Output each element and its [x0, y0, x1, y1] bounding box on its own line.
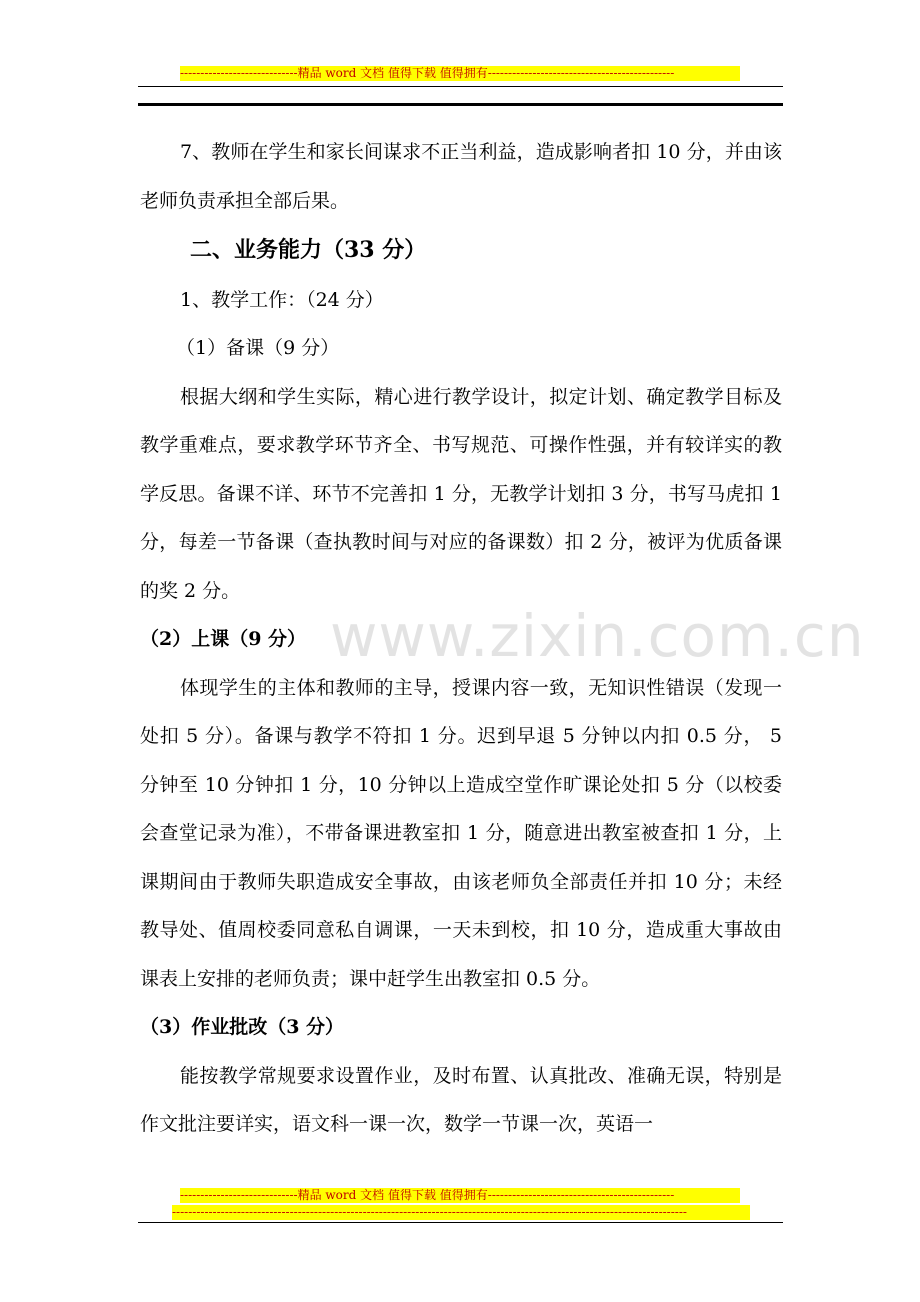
header-rule-thick	[138, 103, 783, 106]
document-body	[140, 128, 782, 1149]
section-2-heading: 二、业务能力（33 分）	[190, 237, 427, 263]
subsection-1-2-body: 体现学生的主体和教师的主导，授课内容一致，无知识性错误（发现一处扣 5 分）。备课与教学不符扣 1 分。迟到早退 5 分钟以内扣 0.5 分， 5 分钟至 10 分钟扣 1 分，10 分钟以上造成空堂作旷课论处扣 5 分（以校委会查堂记录为准），不带备课进教室扣 1 分，随意进出教室被查扣 1 分，上课期间由于教师失职造成安全事故，由该老师负全部责任并扣 10 分；未经教导处、值周校委同意私自调课，一天未到校，扣 10 分，造成重大事故由课表上安排的老师负责；课中赶学生出教室扣 0.5 分。	[140, 676, 782, 990]
subsection-1-3-body: 能按教学常规要求设置作业，及时布置、认真批改、准确无误，特别是作文批注要详实，语文科一课一次，数学一节课一次，英语一	[140, 1064, 782, 1135]
subsection-1-3-heading: （3）作业批改（3 分）	[140, 1016, 345, 1038]
item-7-paragraph: 7、教师在学生和家长间谋求不正当利益，造成影响者扣 10 分，并由该老师负责承担全部后果。	[140, 141, 782, 212]
footer-banner-dashes: -------------------------------------------------------------------------------------------------------------------------------	[172, 1205, 750, 1220]
subsection-1-2-heading: （2）上课（9 分）	[140, 628, 307, 650]
subsection-1-heading: 1、教学工作：（24 分）	[180, 288, 384, 311]
footer-rule	[138, 1222, 783, 1223]
header-banner: -----------------------------精品 word 文档 值得下载 值得拥有----------------------------------------------	[180, 66, 740, 81]
footer-banner: -----------------------------精品 word 文档 值得下载 值得拥有----------------------------------------------	[180, 1188, 740, 1203]
subsection-1-1-body: 根据大纲和学生实际，精心进行教学设计，拟定计划、确定教学目标及教学重难点，要求教学环节齐全、书写规范、可操作性强，并有较详实的教学反思。备课不详、环节不完善扣 1 分，无教学计划扣 3 分，书写马虎扣 1 分，每差一节备课（查执教时间与对应的备课数）扣 2 分，被评为优质备课的奖 2 分。	[140, 385, 782, 602]
subsection-1-1-heading: （1）备课（9 分）	[176, 337, 340, 359]
watermark: www.zixin.com.cn	[330, 602, 865, 670]
header-rule-thin	[138, 86, 783, 87]
